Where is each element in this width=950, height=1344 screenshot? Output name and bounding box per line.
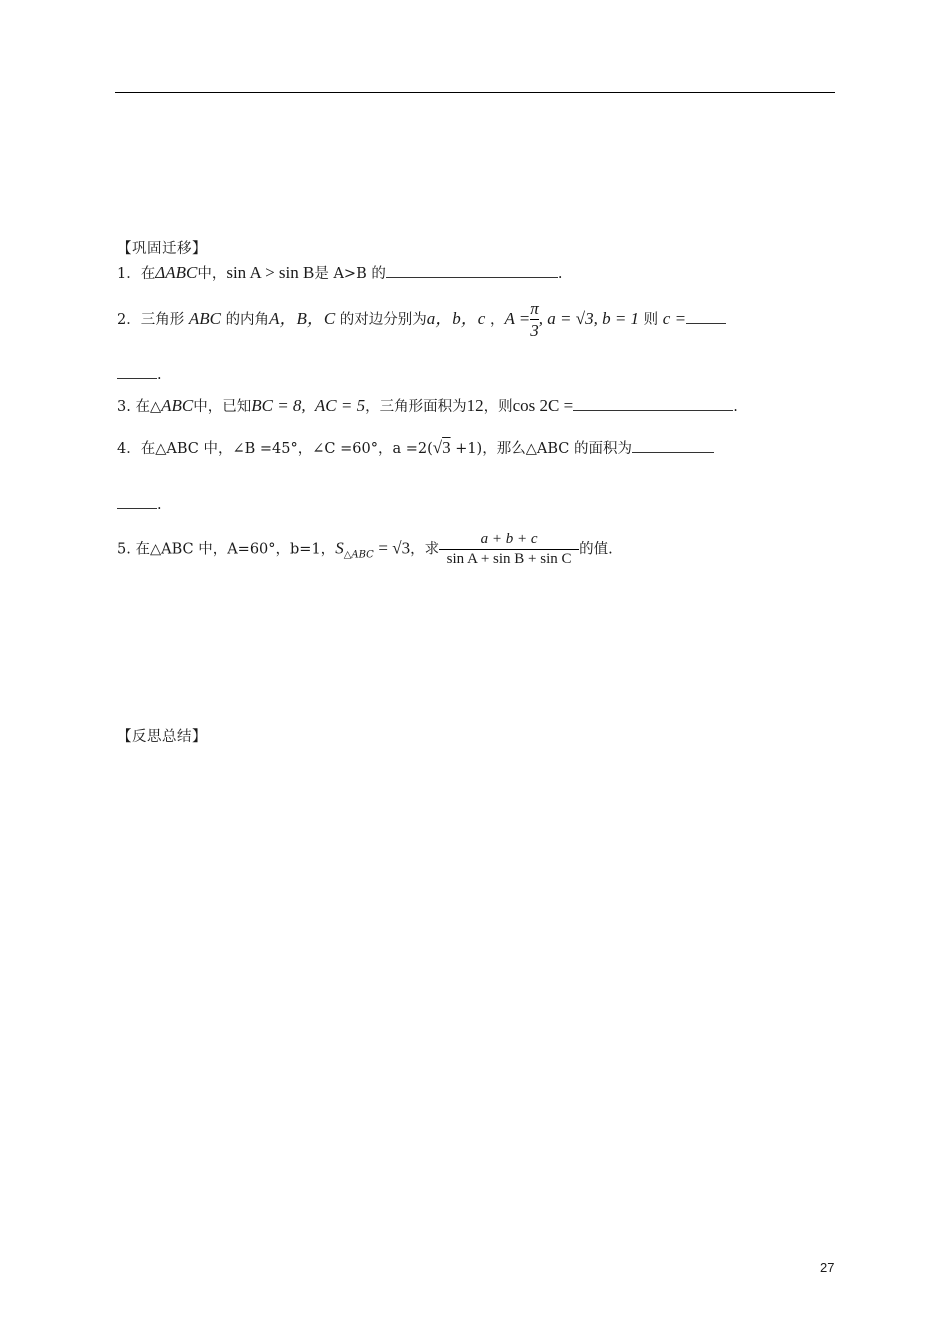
answer-blank-1[interactable] [386, 276, 558, 278]
question-4: 4．在△ABC 中，∠B =45°，∠C =60°，a =2(√3 +1)，那么△ABC 的面积为 [117, 437, 714, 458]
question-4-continuation: . [117, 497, 162, 513]
question-5: 5. 在△ABC 中，A=60°，b=1，$S_{\triangle ABC} = √3$，求 $\frac{a + b + c}{\text{sin A + sin B + sin C}}$ 的值. [117, 531, 613, 567]
section-title-reflection: 【反思总结】 [117, 729, 207, 745]
page-number: 27 [820, 1260, 835, 1275]
section-title-consolidation: 【巩固迁移】 [117, 241, 207, 257]
header-rule [115, 92, 835, 93]
question-2: 2．三角形 ABC 的内角A，B，C 的对边分别为a，b，c ，A = $\frac{\pi}{3}$ , a = √3, b = 1 则 c = [117, 298, 726, 342]
question-3: 3. 在△ABC中，已知BC = 8, AC = 5，三角形面积为12，则cos 2C = . [117, 396, 738, 415]
question-2-continuation: . [117, 367, 162, 383]
fraction-ratio: $\frac{a + b + c}{\text{sin A + sin B + sin C}}$ [439, 530, 579, 569]
question-1: 1．在ΔABC中，sin A > sin B是 A>B 的 . [117, 263, 563, 282]
answer-blank-2b[interactable] [117, 377, 157, 379]
sqrt-3: √3 [432, 438, 451, 457]
answer-blank-3[interactable] [573, 409, 733, 411]
answer-blank-2a[interactable] [686, 322, 726, 324]
answer-blank-4a[interactable] [632, 451, 714, 453]
answer-blank-4b[interactable] [117, 507, 157, 509]
fraction-pi-over-3: $\frac{\pi}{3}$ [530, 299, 539, 341]
